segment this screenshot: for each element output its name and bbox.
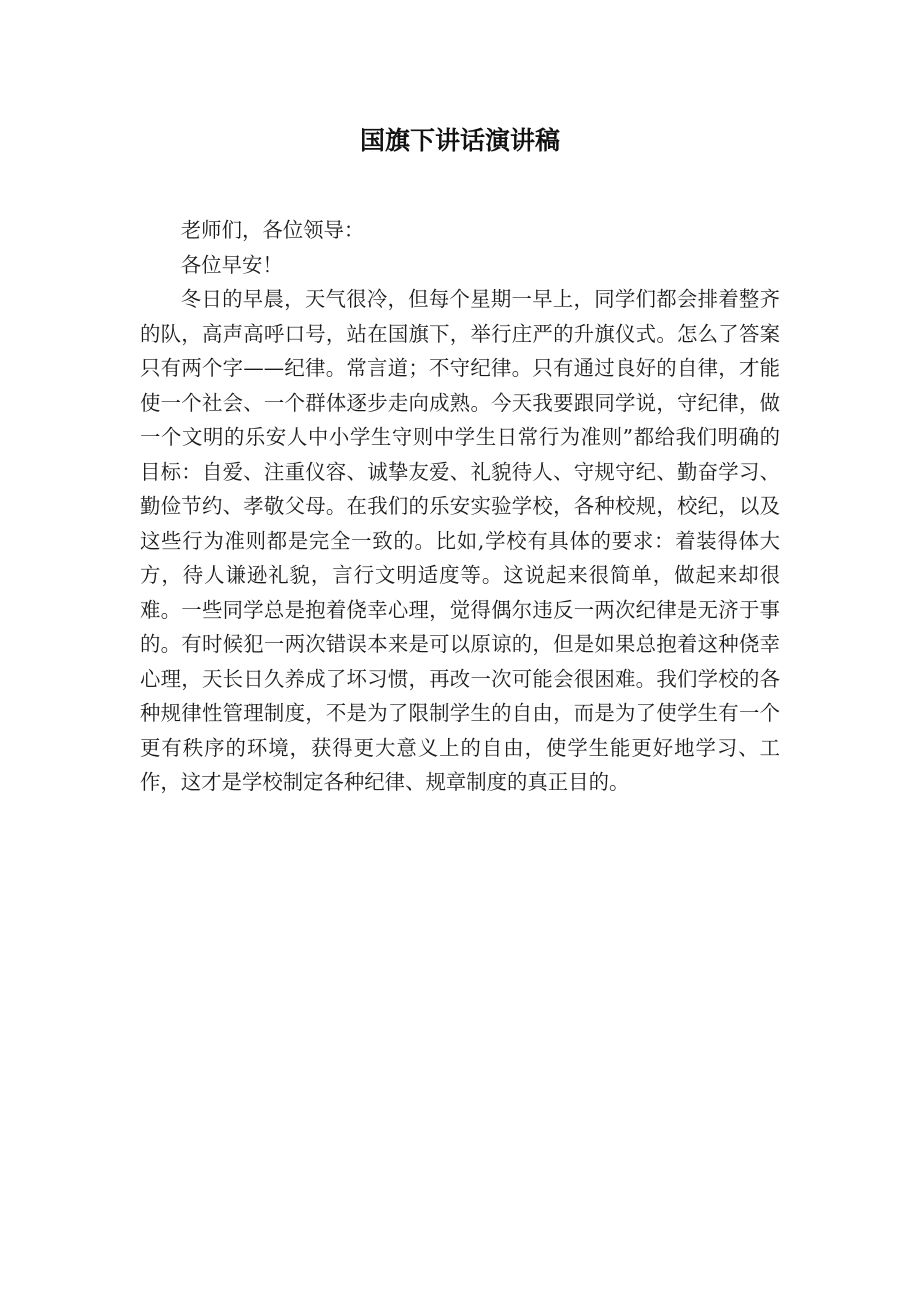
salutation: 老师们，各位领导： xyxy=(180,218,365,242)
document-body xyxy=(140,213,780,800)
document-title: 国旗下讲话演讲稿 xyxy=(359,126,560,155)
greeting: 各位早安！ xyxy=(180,252,283,277)
body-paragraph: 冬日的早晨，天气很冷，但每个星期一早上，同学们都会排着整齐的队，高声高呼口号，站在国旗下，举行庄严的升旗仪式。怎么了答案只有两个字——纪律。常言道；不守纪律。只有通过良好的自律，才能使一个社会、一个群体逐步走向成熟。今天我要跟同学说，守纪律，做一个文明的乐安人中小学生守则中学生日常行为准则”都给我们明确的目标：自爱、注重仪容、诚挚友爱、礼貌待人、守规守纪、勤奋学习、勤俭节约、孝敬父母。在我们的乐安实验学校，各种校规，校纪，以及这些行为准则都是完全一致的。比如,学校有具体的要求：着装得体大方，待人谦逊礼貌，言行文明适度等。这说起来很简单，做起来却很难。一些同学总是抱着侥幸心理，觉得偶尔违反一两次纪律是无济于事的。有时候犯一两次错误本来是可以原谅的，但是如果总抱着这种侥幸心理，天长日久养成了坏习惯，再改一次可能会很困难。我们学校的各种规律性管理制度，不是为了限制学生的自由，而是为了使学生有一个更有秩序的环境，获得更大意义上的自由，使学生能更好地学习、工作，这才是学校制定各种纪律、规章制度的真正目的。 xyxy=(140,287,780,794)
